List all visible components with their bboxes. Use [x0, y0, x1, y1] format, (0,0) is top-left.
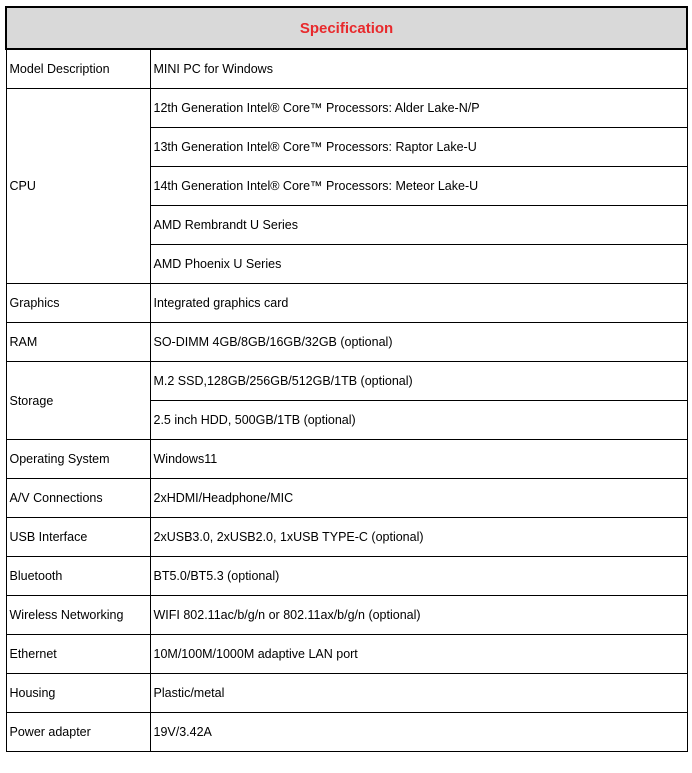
- table-row: [6, 518, 687, 557]
- table-row: [6, 674, 687, 713]
- spec-label: Model Description: [6, 49, 150, 89]
- spec-label: Ethernet: [6, 635, 150, 674]
- spec-label: Wireless Networking: [6, 596, 150, 635]
- spec-label: Bluetooth: [6, 557, 150, 596]
- spec-table-body: [6, 49, 687, 752]
- table-row: [6, 557, 687, 596]
- spec-value: WIFI 802.11ac/b/g/n or 802.11ax/b/g/n (optional): [150, 596, 687, 635]
- spec-label: Power adapter: [6, 713, 150, 752]
- spec-table-container: [5, 6, 688, 752]
- spec-title: Specification: [6, 7, 687, 49]
- table-row: [6, 635, 687, 674]
- spec-value: M.2 SSD,128GB/256GB/512GB/1TB (optional): [150, 362, 687, 401]
- spec-value: AMD Phoenix U Series: [150, 245, 687, 284]
- spec-value: 2xHDMI/Headphone/MIC: [150, 479, 687, 518]
- spec-value: 14th Generation Intel® Core™ Processors: Meteor Lake-U: [150, 167, 687, 206]
- spec-label: USB Interface: [6, 518, 150, 557]
- table-row: [6, 49, 687, 89]
- spec-value: 2.5 inch HDD, 500GB/1TB (optional): [150, 401, 687, 440]
- spec-label: A/V Connections: [6, 479, 150, 518]
- table-row: [6, 323, 687, 362]
- table-row: [6, 479, 687, 518]
- table-row: [6, 596, 687, 635]
- spec-value: Windows11: [150, 440, 687, 479]
- spec-value: SO-DIMM 4GB/8GB/16GB/32GB (optional): [150, 323, 687, 362]
- table-row: [6, 89, 687, 128]
- spec-table: [5, 6, 688, 752]
- spec-value: Integrated graphics card: [150, 284, 687, 323]
- spec-value: MINI PC for Windows: [150, 49, 687, 89]
- table-row: [6, 284, 687, 323]
- spec-value: BT5.0/BT5.3 (optional): [150, 557, 687, 596]
- spec-value: AMD Rembrandt U Series: [150, 206, 687, 245]
- spec-value: 13th Generation Intel® Core™ Processors: Raptor Lake-U: [150, 128, 687, 167]
- spec-label: Operating System: [6, 440, 150, 479]
- spec-header-row: [6, 7, 687, 49]
- table-row: [6, 362, 687, 401]
- spec-label: RAM: [6, 323, 150, 362]
- table-row: [6, 713, 687, 752]
- spec-label: Graphics: [6, 284, 150, 323]
- spec-label: Storage: [6, 362, 150, 440]
- spec-label: Housing: [6, 674, 150, 713]
- spec-label: CPU: [6, 89, 150, 284]
- spec-value: 19V/3.42A: [150, 713, 687, 752]
- spec-value: Plastic/metal: [150, 674, 687, 713]
- spec-value: 2xUSB3.0, 2xUSB2.0, 1xUSB TYPE-C (optional): [150, 518, 687, 557]
- spec-value: 10M/100M/1000M adaptive LAN port: [150, 635, 687, 674]
- table-row: [6, 440, 687, 479]
- spec-value: 12th Generation Intel® Core™ Processors: Alder Lake-N/P: [150, 89, 687, 128]
